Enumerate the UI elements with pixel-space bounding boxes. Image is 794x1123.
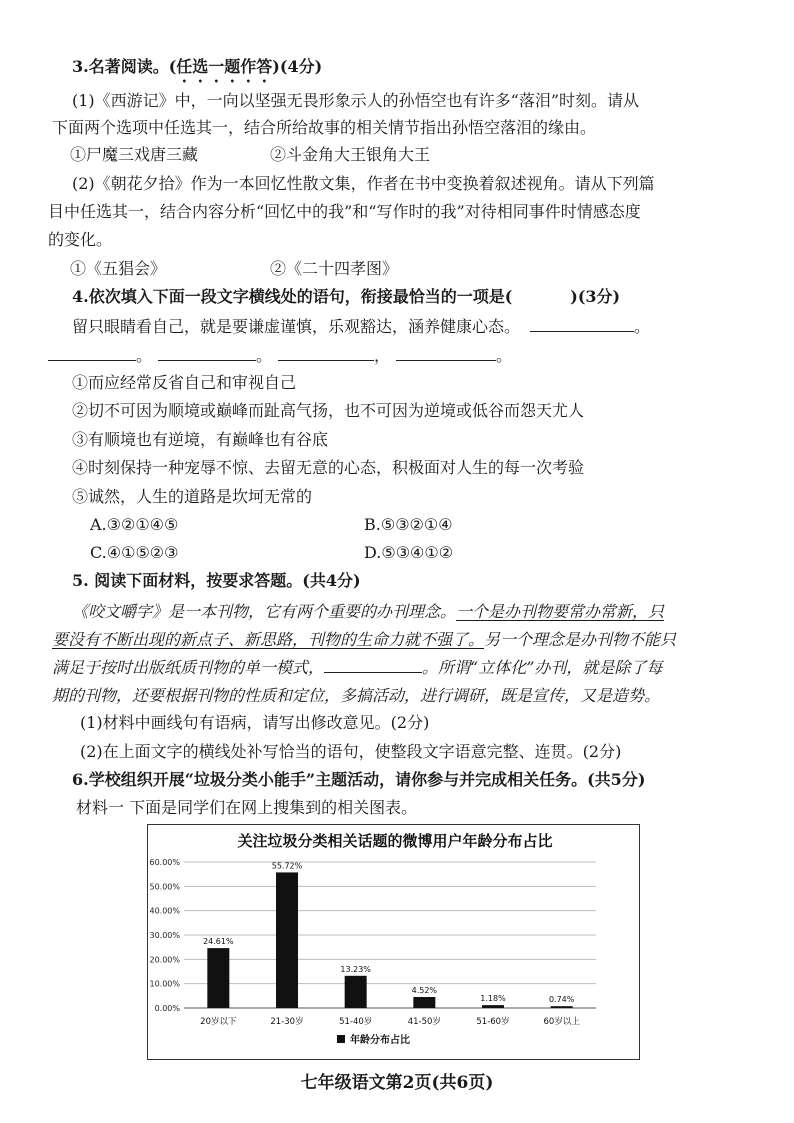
q5-title: 5. 阅读下面材料，按要求答题。(共4分) — [72, 571, 361, 590]
q4-choice-c[interactable]: C.④①⑤②③ — [90, 543, 179, 562]
y-tick-label: 10.00% — [149, 979, 180, 989]
chart-title: 关注垃圾分类相关话题的微博用户年龄分布占比 — [237, 832, 553, 850]
q3-p2-line3: 的变化。 — [48, 230, 113, 249]
q4-item: ④时刻保持一种宠辱不惊、去留无意的心态，积极面对人生的每一次考验 — [72, 458, 585, 477]
q3-title-a: 3.名著阅读。( — [72, 57, 177, 76]
q4-item: ①而应经常反省自己和审视自己 — [72, 373, 297, 392]
y-tick-label: 40.00% — [149, 906, 180, 916]
q5-material-line4: 期的刊物，还要根据刊物的性质和定位，多搞活动，进行调研，既是宣传，又是造势。 — [52, 686, 661, 705]
q5-material-line1 — [72, 601, 664, 623]
q4-title-text: 4.依次填入下面一段文字横线处的语句，衔接最恰当的一项是( — [72, 287, 513, 306]
q3-p2-line1: (2)《朝花夕拾》作为一本回忆性散文集，作者在书中变换着叙述视角。请从下列篇 — [72, 174, 655, 193]
x-tick-label: 51-40岁 — [339, 1017, 373, 1027]
q4-item: ②切不可因为顺境或巅峰而趾高气扬，也不可因为逆境或低谷而怨天尤人 — [72, 401, 585, 420]
page-footer: 七年级语文第2页(共6页) — [300, 1073, 494, 1093]
y-tick-label: 30.00% — [149, 931, 180, 940]
chart-frame — [147, 824, 640, 1060]
q4-choice-d[interactable]: D.⑤③④①② — [364, 543, 454, 562]
q4-stem-line2: 。 。 ， 。 — [48, 345, 512, 367]
y-tick-label: 20.00% — [149, 955, 180, 965]
x-tick-label: 41-50岁 — [407, 1017, 441, 1027]
q6-title: 6.学校组织开展“垃圾分类小能手”主题活动，请你参与并完成相关任务。(共5分) — [72, 770, 646, 789]
q4-blank-1[interactable] — [530, 317, 634, 332]
q4-stem-line1: 留只眼睛看自己，就是要谦虚谨慎，乐观豁达，涵养健康心态。 。 — [72, 317, 651, 336]
q5-material-line3 — [52, 657, 662, 679]
q5-line2-text: 另一个理念是办刊物不能只 — [484, 630, 677, 649]
q4-blank-2[interactable] — [48, 346, 136, 361]
q4-item: ③有顺境也有逆境，有巅峰也有谷底 — [72, 430, 329, 449]
y-tick-label: 60.00% — [149, 858, 180, 867]
q3-p2-line2: 目中任选其一，结合内容分析“回忆中的我”和“写作时的我”对待相同事件时情感态度 — [48, 202, 641, 221]
legend-label: 年龄分布占比 — [350, 1035, 410, 1046]
q4-item: ⑤诚然，人生的道路是坎坷无常的 — [72, 487, 313, 506]
q4-title-end: )(3分) — [570, 287, 621, 306]
q5-blank[interactable] — [324, 658, 422, 673]
q5-sub-question-1: (1)材料中画线句有语病，请写出修改意见。(2分) — [80, 713, 430, 732]
bar-value-label: 4.52% — [411, 986, 438, 996]
q3-title-emphasis: 任选一题作答 — [176, 57, 273, 76]
q4-choice-b[interactable]: B.⑤③②①④ — [364, 515, 453, 534]
q3-option-1: ①尸魔三戏唐三藏 — [70, 145, 199, 164]
q4-choice-a[interactable]: A.③②①④⑤ — [90, 515, 179, 534]
q4-blank-4[interactable] — [278, 346, 374, 361]
q3-title-b: )(4分) — [272, 57, 323, 76]
q5-line1-text: 《咬文嚼字》是一本刊物，它有两个重要的办刊理念。 — [72, 602, 457, 621]
q5-underlined-sentence-b: 要没有不断出现的新点子、新思路，刊物的生命力就不强了。 — [52, 630, 485, 649]
q6-material-label: 材料一 下面是同学们在网上搜集到的相关图表。 — [76, 798, 418, 817]
q3-p1-line2: 下面两个选项中任选其一，结合所给故事的相关情节指出孙悟空落泪的缘由。 — [52, 118, 597, 137]
q4-blank-5[interactable] — [396, 346, 496, 361]
q5-material-line2 — [52, 629, 676, 651]
q3-p1-line1: (1)《西游记》中，一向以坚强无畏形象示人的孙悟空也有许多“落泪”时刻。请从 — [72, 91, 640, 110]
x-tick-label: 20岁以下 — [200, 1017, 237, 1027]
y-tick-label: 50.00% — [149, 882, 180, 892]
q5-line3-text-b: 。所谓“立体化”办刊，就是除了每 — [422, 658, 663, 677]
bar-value-label: 24.61% — [203, 937, 234, 947]
bar-value-label: 0.74% — [548, 995, 575, 1005]
q3-option-4: ②《二十四孝图》 — [270, 259, 399, 278]
q4-stem-text: 留只眼睛看自己，就是要谦虚谨慎，乐观豁达，涵养健康心态。 — [72, 317, 521, 336]
bar-value-label: 55.72% — [271, 861, 303, 871]
q5-underlined-sentence-a: 一个是办刊物要常办常新，只 — [456, 602, 665, 621]
q5-line3-text: 满足于按时出版纸质刊物的单一模式， — [52, 658, 325, 677]
q4-title — [72, 286, 620, 308]
q3-title — [72, 56, 322, 86]
x-tick-label: 21-30岁 — [270, 1017, 304, 1027]
x-tick-label: 60岁以上 — [543, 1017, 580, 1027]
q3-option-2: ②斗金角大王银角大王 — [270, 145, 431, 164]
x-tick-label: 51-60岁 — [476, 1017, 510, 1027]
q5-sub-question-2: (2)在上面文字的横线处补写恰当的语句，使整段文字语意完整、连贯。(2分) — [80, 742, 622, 761]
y-tick-label: 0.00% — [154, 1004, 180, 1013]
q3-option-3: ①《五猖会》 — [70, 259, 167, 278]
bar-value-label: 13.23% — [340, 964, 371, 974]
bar-value-label: 1.18% — [480, 994, 506, 1004]
q4-blank-3[interactable] — [158, 346, 256, 361]
